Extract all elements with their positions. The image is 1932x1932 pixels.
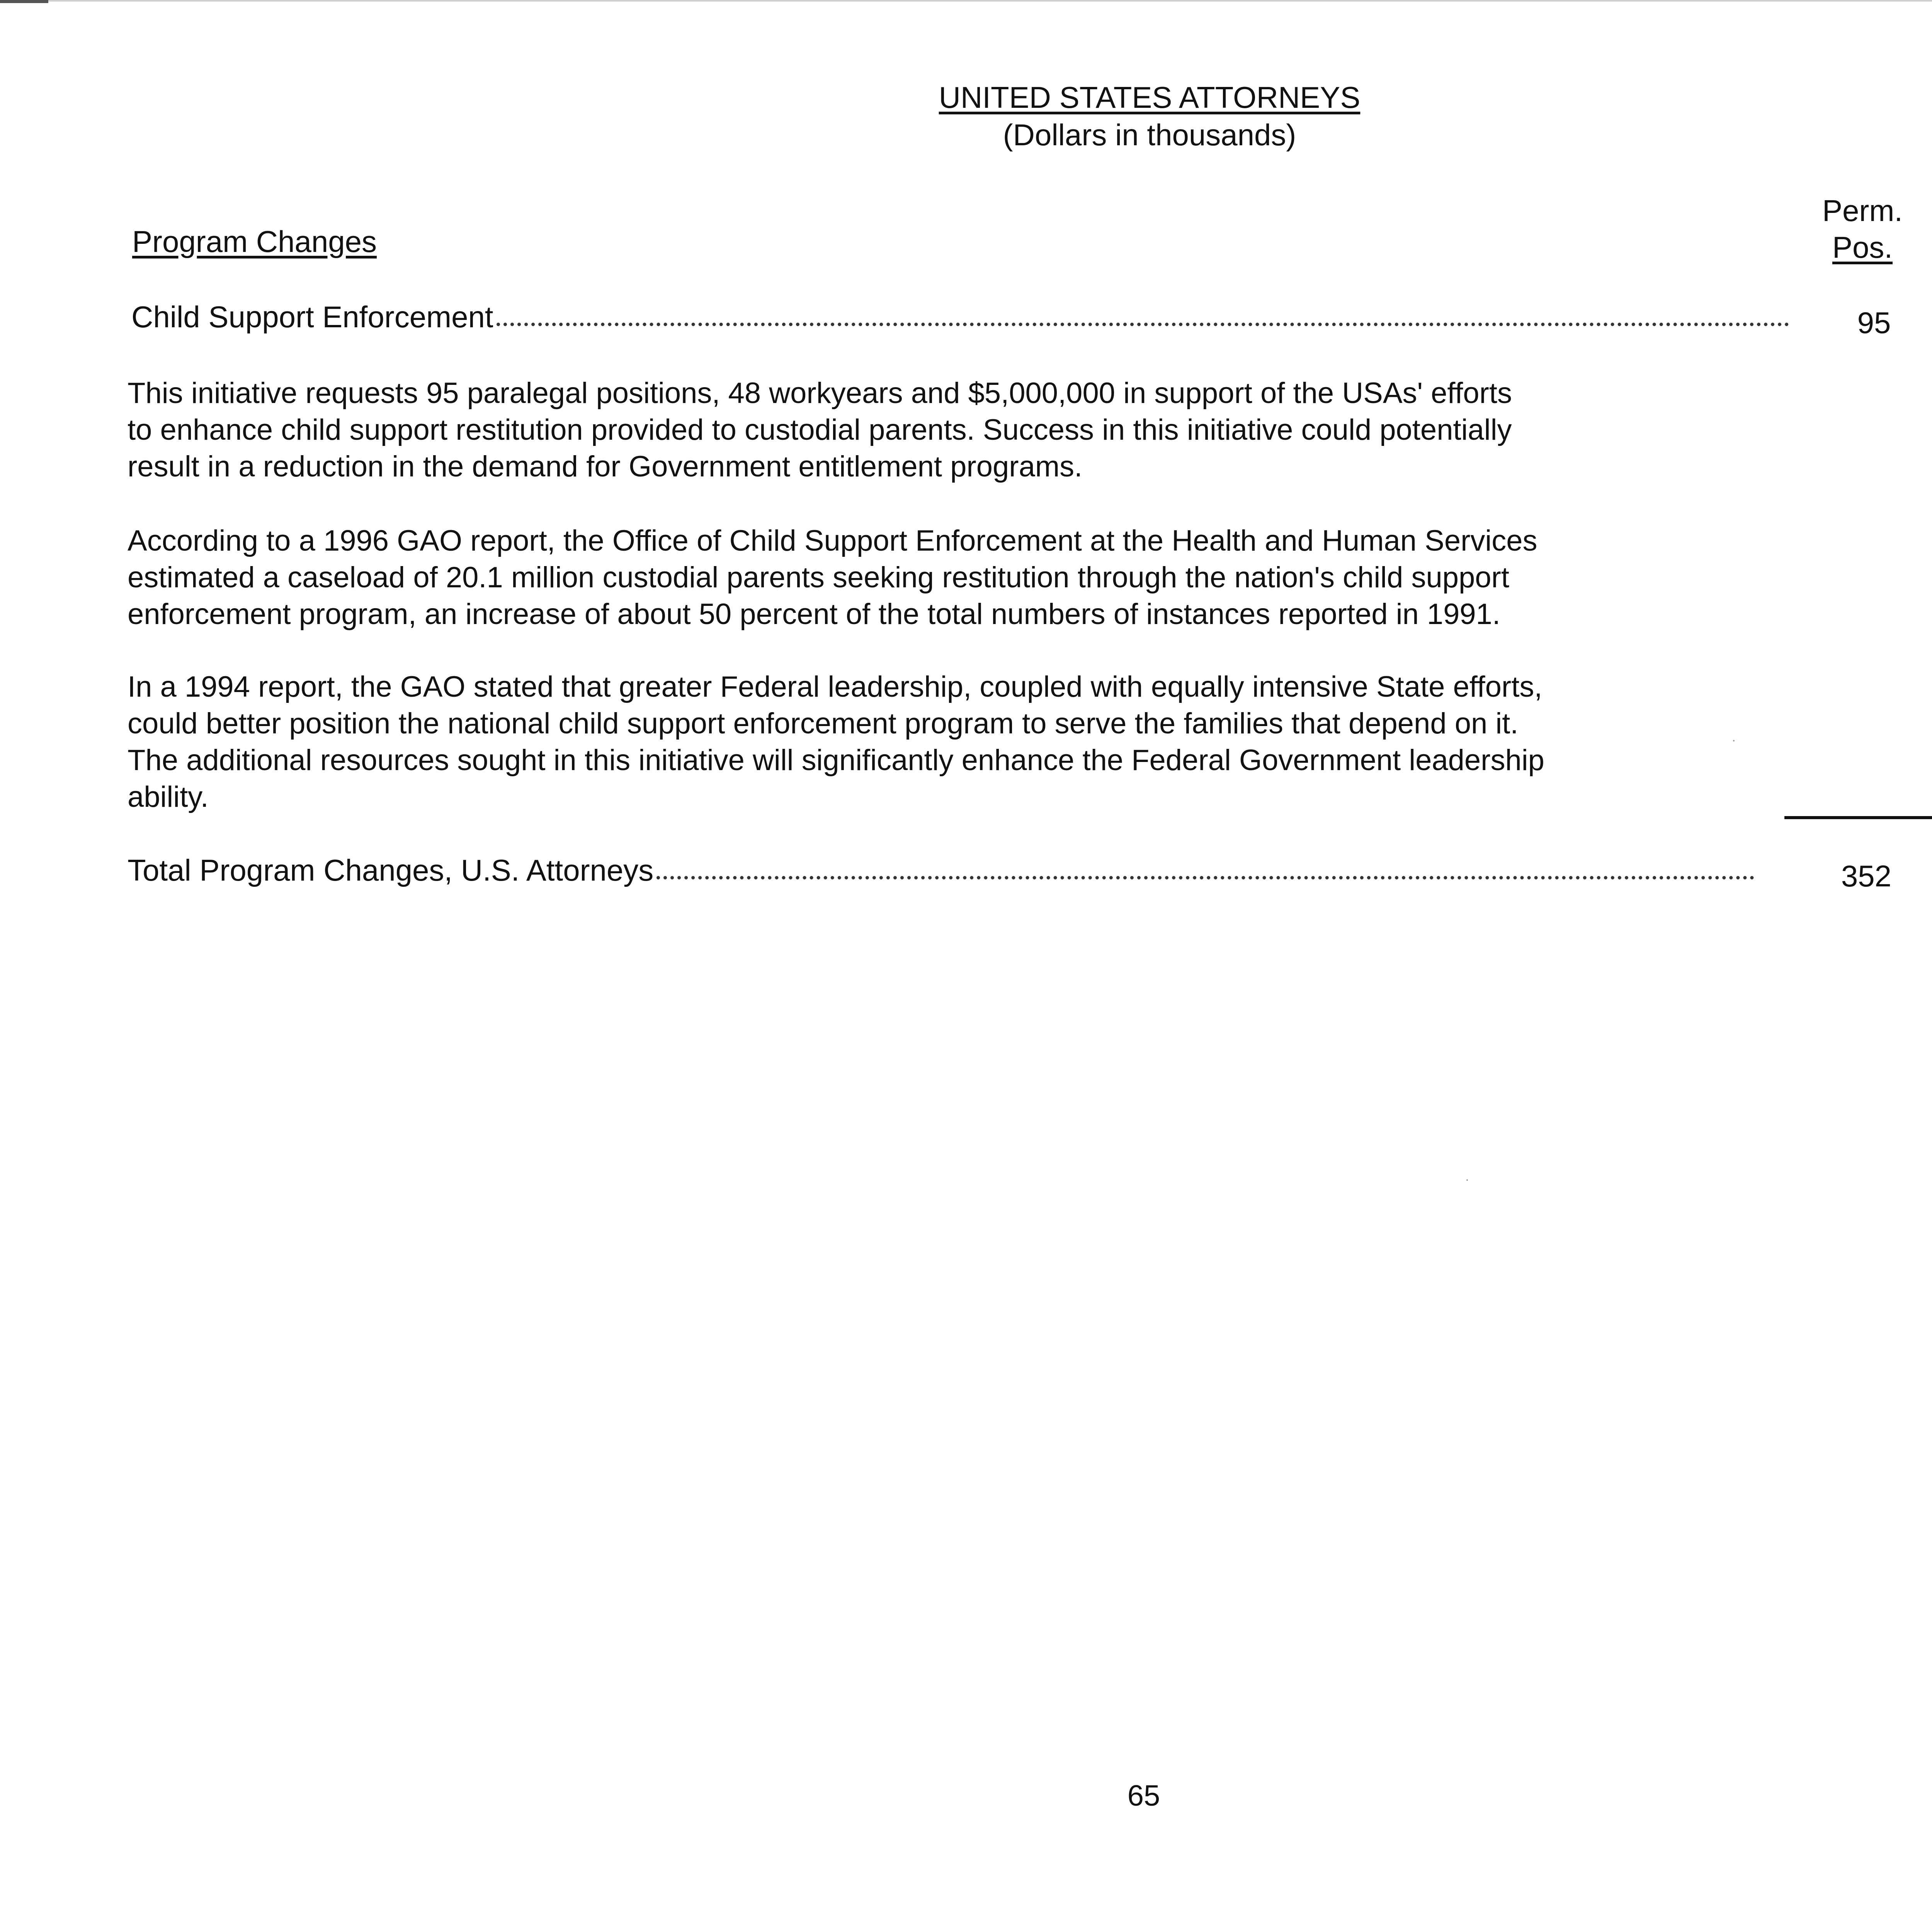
document-subtitle: (Dollars in thousands) <box>1003 118 1296 152</box>
page-number: 65 <box>1127 1779 1160 1812</box>
section-heading: Program Changes <box>132 224 377 259</box>
item-row-label <box>131 299 1789 335</box>
paragraph-3: In a 1994 report, the GAO stated that greater Federal leadership, coupled with equally intensive State efforts, could better position the national child support enforcement program to serve the families that depend on it. The additional resources sought in this initiative will significantly enhance the Federal Government leadership ability. <box>128 670 1544 813</box>
item-leader-dots <box>497 323 1789 326</box>
scan-speck <box>1733 740 1735 742</box>
column-header-perm: Perm. <box>1822 194 1903 228</box>
column-header-pos <box>1801 229 1924 266</box>
total-perm-pos: 352 <box>1841 859 1892 893</box>
column-header-pos-label: Pos. <box>1832 230 1893 264</box>
scan-speck <box>1466 1179 1468 1181</box>
top-border-rule <box>0 0 1932 2</box>
total-label: Total Program Changes, U.S. Attorneys <box>128 853 654 887</box>
total-leader-dots <box>656 876 1754 879</box>
paragraph-2: According to a 1996 GAO report, the Office of Child Support Enforcement at the Health and Human Services estimated a caseload of 20.1 million custodial parents seeking restitution through the nation's child support enforcement program, an increase of about 50 percent of the total numbers of instances reported in 1991. <box>128 524 1537 631</box>
paragraph-1: This initiative requests 95 paralegal positions, 48 workyears and $5,000,000 in support of the USAs' efforts to enhance child support restitution provided to custodial parents. Success in this initiative could potentially result in a reduction in the demand for Government entitlement programs. <box>128 377 1512 483</box>
total-row-label <box>128 852 1754 889</box>
total-rule <box>1784 816 1932 819</box>
document-title: UNITED STATES ATTORNEYS <box>939 80 1361 114</box>
item-perm-pos: 95 <box>1857 306 1891 340</box>
corner-scan-mark <box>0 0 48 3</box>
item-label: Child Support Enforcement <box>131 300 493 334</box>
